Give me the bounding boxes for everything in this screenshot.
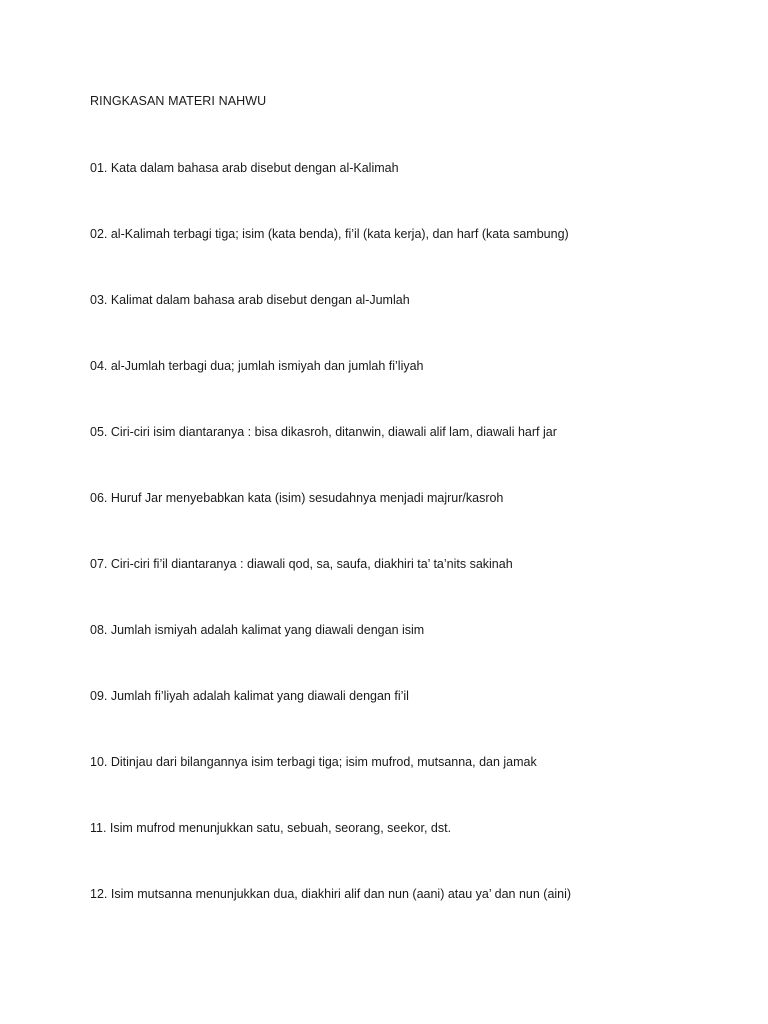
summary-list bbox=[90, 160, 571, 952]
list-item: 12. Isim mutsanna menunjukkan dua, diakhiri alif dan nun (aani) atau ya’ dan nun (aini) bbox=[90, 887, 572, 901]
list-item: 03. Kalimat dalam bahasa arab disebut dengan al-Jumlah bbox=[90, 293, 410, 307]
list-item: 05. Ciri-ciri isim diantaranya : bisa dikasroh, ditanwin, diawali alif lam, diawali harf jar bbox=[90, 425, 557, 439]
list-item: 01. Kata dalam bahasa arab disebut dengan al-Kalimah bbox=[90, 161, 399, 175]
list-item: 10. Ditinjau dari bilangannya isim terbagi tiga; isim mufrod, mutsanna, dan jamak bbox=[90, 755, 537, 769]
list-item: 06. Huruf Jar menyebabkan kata (isim) sesudahnya menjadi majrur/kasroh bbox=[90, 491, 504, 505]
list-item: 08. Jumlah ismiyah adalah kalimat yang diawali dengan isim bbox=[90, 623, 425, 637]
list-item: 07. Ciri-ciri fi’il diantaranya : diawali qod, sa, saufa, diakhiri ta’ ta’nits sakinah bbox=[90, 557, 513, 571]
list-item: 02. al-Kalimah terbagi tiga; isim (kata benda), fi’il (kata kerja), dan harf (kata sambung) bbox=[90, 227, 569, 241]
list-item: 11. Isim mufrod menunjukkan satu, sebuah, seorang, seekor, dst. bbox=[90, 821, 452, 835]
document-title: RINGKASAN MATERI NAHWU bbox=[90, 94, 267, 108]
list-item: 09. Jumlah fi’liyah adalah kalimat yang diawali dengan fi’il bbox=[90, 689, 409, 703]
list-item: 04. al-Jumlah terbagi dua; jumlah ismiyah dan jumlah fi’liyah bbox=[90, 359, 424, 373]
